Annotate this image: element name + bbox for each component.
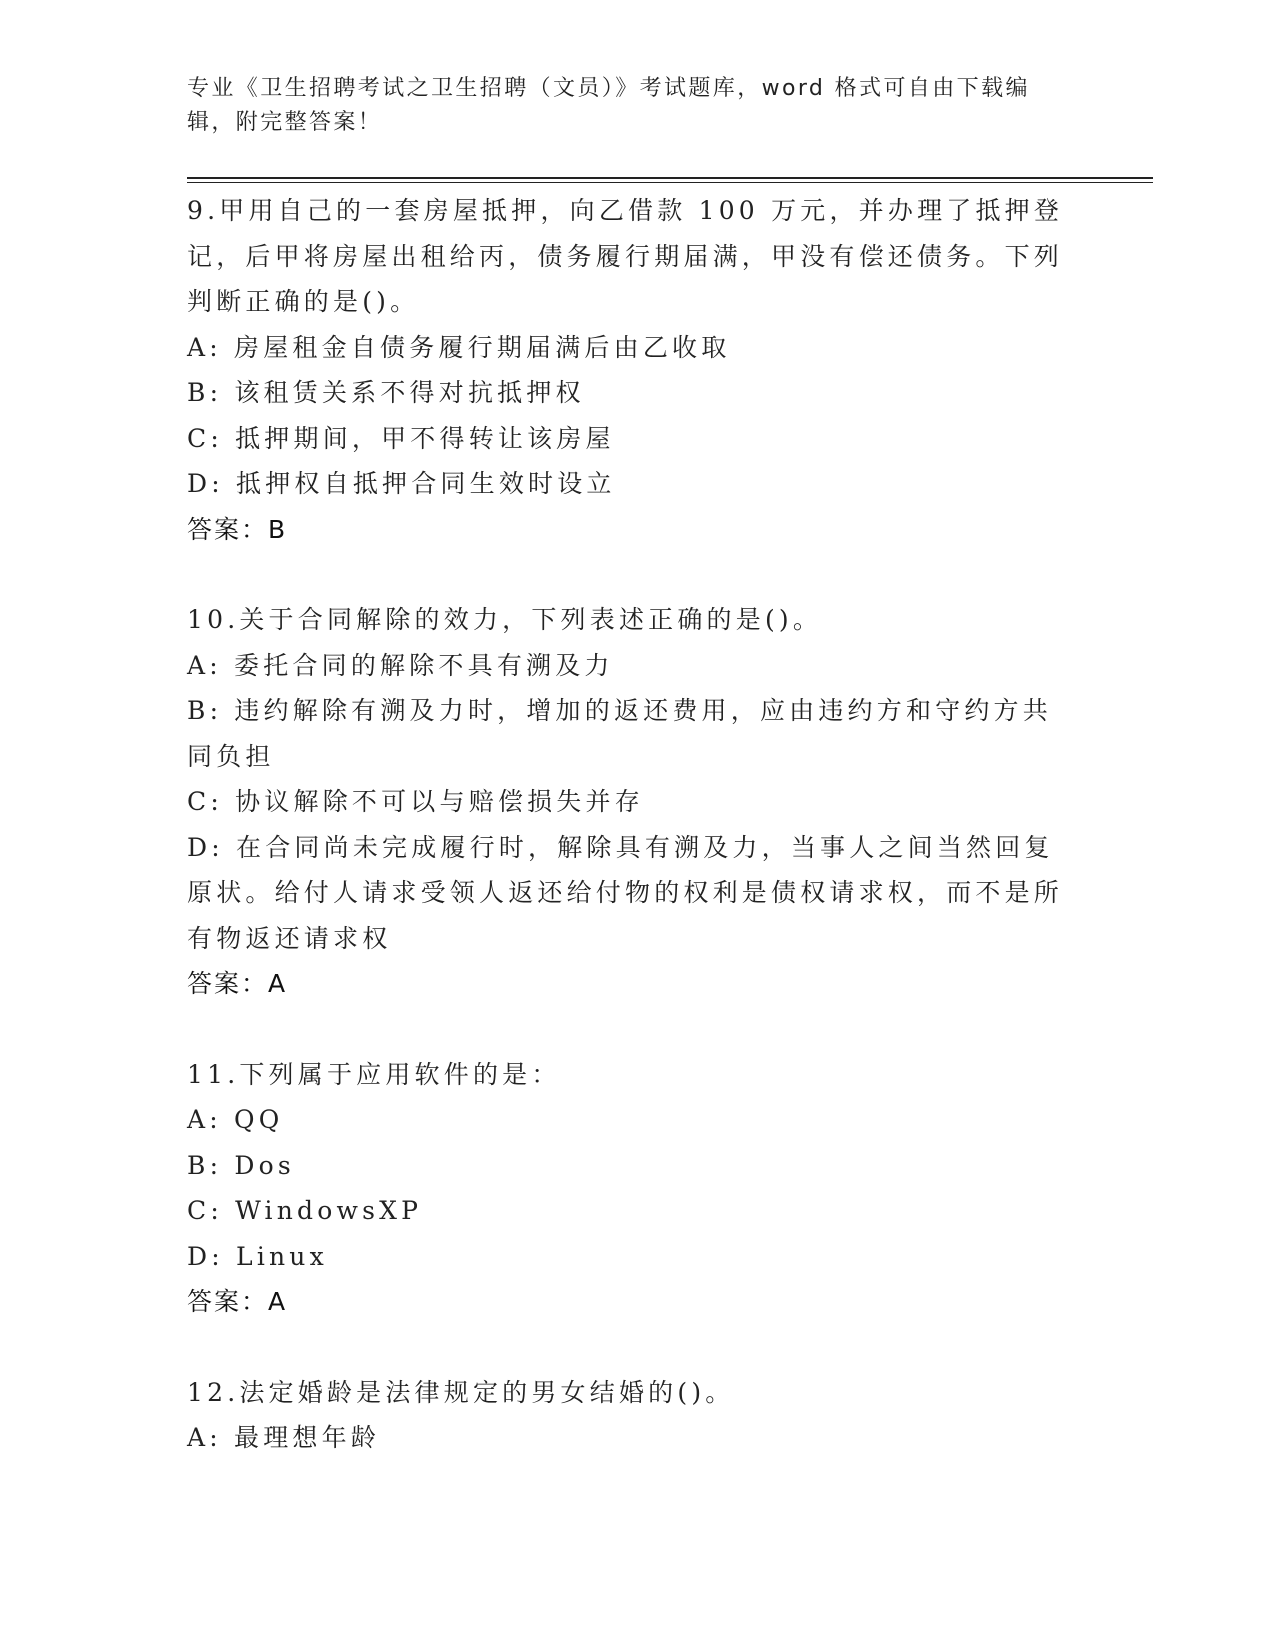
option-a: A: 房屋租金自债务履行期届满后由乙收取: [187, 332, 731, 362]
option-a: A: 委托合同的解除不具有溯及力: [187, 650, 614, 680]
question-10: [187, 597, 1067, 1007]
option-b: B: Dos: [187, 1150, 295, 1180]
option-b: B: 该租赁关系不得对抗抵押权: [187, 378, 585, 407]
option-a: A: QQ: [187, 1105, 284, 1134]
option-d: D: 抵押权自抵押合同生效时设立: [187, 469, 616, 498]
answer-line: 答案：A: [187, 969, 288, 998]
option-b: B: 违约解除有溯及力时，增加的返还费用，应由违约方和守约方共同负担: [187, 696, 1052, 771]
question-stem: 10.关于合同解除的效力，下列表述正确的是()。: [187, 605, 823, 634]
question-stem: 11.下列属于应用软件的是：: [187, 1059, 561, 1089]
option-d: D: 在合同尚未完成履行时，解除具有溯及力，当事人之间当然回复原状。给付人请求受领人返还给付物的权利是债权请求权，而不是所有物返还请求权: [187, 832, 1064, 953]
question-stem: 12.法定婚龄是法律规定的男女结婚的()。: [187, 1377, 735, 1407]
option-a: A: 最理想年龄: [187, 1423, 381, 1452]
option-c: C: 协议解除不可以与赔偿损失并存: [187, 787, 644, 816]
question-12: [187, 1370, 1067, 1461]
question-11: [187, 1052, 1067, 1325]
option-d: D: Linux: [187, 1241, 328, 1271]
document-header: 专业《卫生招聘考试之卫生招聘（文员）》考试题库，word 格式可自由下载编辑，附完整答案！: [187, 76, 1030, 135]
header-divider-thin: [187, 182, 1153, 183]
option-c: C: WindowsXP: [187, 1196, 423, 1225]
question-list: [187, 188, 1067, 1506]
answer-line: 答案：B: [187, 514, 288, 544]
question-stem: 9.甲用自己的一套房屋抵押，向乙借款 100 万元，并办理了抵押登记，后甲将房屋出租给丙，债务履行期届满，甲没有偿还债务。下列判断正确的是()。: [187, 196, 1064, 316]
question-9: [187, 188, 1067, 552]
option-c: C: 抵押期间，甲不得转让该房屋: [187, 423, 615, 453]
header-divider-thick: [187, 177, 1153, 179]
answer-line: 答案：A: [187, 1287, 288, 1316]
